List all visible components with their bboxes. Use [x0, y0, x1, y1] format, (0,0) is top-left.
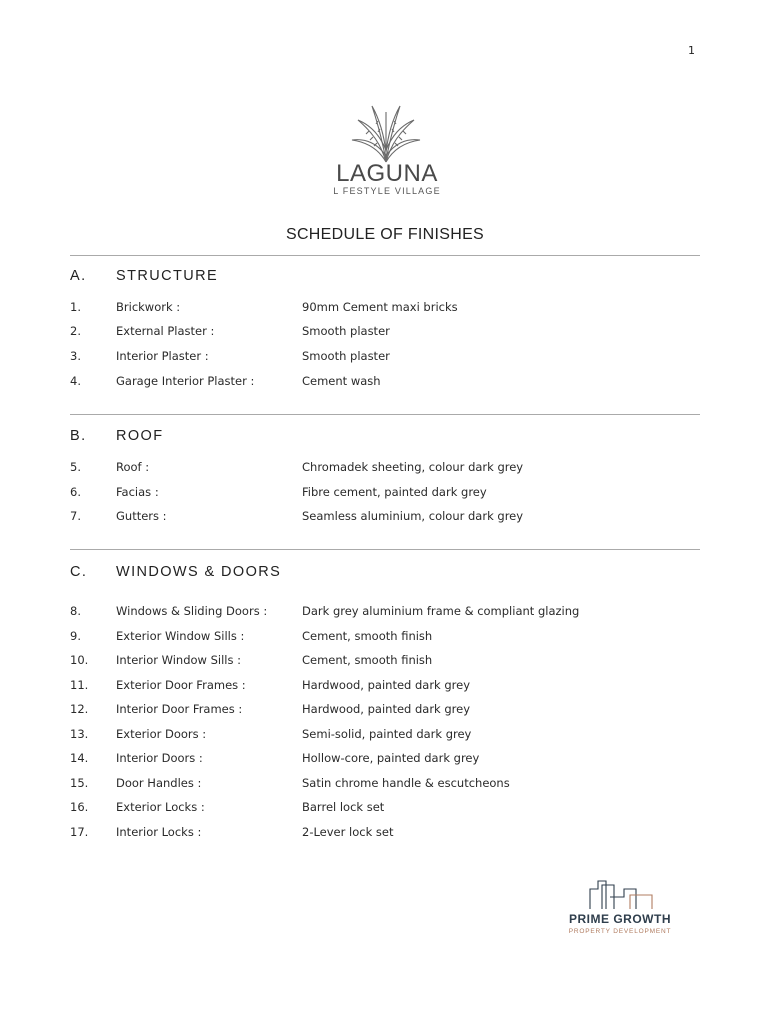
item-label: External Plaster :: [116, 324, 215, 338]
page-number: 1: [688, 44, 695, 57]
item-finish: Hollow-core, painted dark grey: [302, 751, 480, 765]
list-item: [70, 485, 700, 503]
document-title: SCHEDULE OF FINISHES: [285, 226, 485, 243]
item-number: 11.: [70, 678, 89, 692]
item-number: 14.: [70, 751, 89, 765]
item-number: 1.: [70, 300, 81, 314]
item-finish: Dark grey aluminium frame & compliant glazing: [302, 604, 580, 618]
item-label: Interior Doors :: [116, 751, 203, 765]
item-label: Interior Plaster :: [116, 349, 209, 363]
list-item: [70, 324, 700, 342]
item-finish: Cement, smooth finish: [302, 653, 433, 667]
item-number: 6.: [70, 485, 81, 499]
item-finish: 2-Lever lock set: [302, 825, 394, 839]
list-item: [70, 800, 700, 818]
item-finish: Chromadek sheeting, colour dark grey: [302, 460, 524, 474]
list-item: [70, 509, 700, 527]
section-name: STRUCTURE: [116, 268, 219, 284]
item-number: 2.: [70, 324, 81, 338]
item-label: Garage Interior Plaster :: [116, 374, 255, 388]
list-item: [70, 604, 700, 622]
agave-plant-icon: [348, 102, 424, 164]
item-number: 16.: [70, 800, 89, 814]
prime-growth-building-icon: [580, 877, 660, 911]
list-item: [70, 629, 700, 647]
section-name: WINDOWS & DOORS: [116, 564, 282, 580]
item-number: 7.: [70, 509, 81, 523]
item-number: 8.: [70, 604, 81, 618]
item-number: 13.: [70, 727, 89, 741]
item-label: Exterior Doors :: [116, 727, 207, 741]
divider: [70, 255, 700, 256]
item-label: Facias :: [116, 485, 159, 499]
item-finish: Cement, smooth finish: [302, 629, 433, 643]
item-label: Gutters :: [116, 509, 167, 523]
item-finish: Smooth plaster: [302, 324, 390, 338]
list-item: [70, 349, 700, 367]
item-number: 4.: [70, 374, 81, 388]
list-item: [70, 825, 700, 843]
item-number: 17.: [70, 825, 89, 839]
item-label: Windows & Sliding Doors :: [116, 604, 268, 618]
item-number: 3.: [70, 349, 81, 363]
item-label: Exterior Window Sills :: [116, 629, 245, 643]
item-finish: Barrel lock set: [302, 800, 385, 814]
footer-brand-name: PRIME GROWTH: [569, 912, 671, 926]
item-finish: Semi-solid, painted dark grey: [302, 727, 472, 741]
item-finish: Hardwood, painted dark grey: [302, 702, 471, 716]
item-number: 15.: [70, 776, 89, 790]
item-label: Brickwork :: [116, 300, 181, 314]
item-label: Exterior Locks :: [116, 800, 205, 814]
item-number: 10.: [70, 653, 89, 667]
list-item: [70, 678, 700, 696]
item-finish: Smooth plaster: [302, 349, 390, 363]
footer-brand-tagline: PROPERTY DEVELOPMENT: [568, 928, 672, 935]
item-number: 12.: [70, 702, 89, 716]
item-finish: Satin chrome handle & escutcheons: [302, 776, 510, 790]
item-finish: Cement wash: [302, 374, 381, 388]
list-item: [70, 460, 700, 478]
item-label: Exterior Door Frames :: [116, 678, 246, 692]
item-label: Interior Door Frames :: [116, 702, 243, 716]
section-letter: B.: [70, 428, 87, 444]
section-letter: C.: [70, 564, 88, 580]
brand-name: LAGUNA: [336, 160, 438, 187]
list-item: [70, 374, 700, 392]
list-item: [70, 653, 700, 671]
item-finish: 90mm Cement maxi bricks: [302, 300, 458, 314]
list-item: [70, 776, 700, 794]
section-name: ROOF: [116, 428, 164, 444]
item-number: 5.: [70, 460, 81, 474]
item-label: Interior Window Sills :: [116, 653, 242, 667]
item-label: Door Handles :: [116, 776, 202, 790]
item-label: Roof :: [116, 460, 150, 474]
section-letter: A.: [70, 268, 87, 284]
item-finish: Fibre cement, painted dark grey: [302, 485, 487, 499]
item-finish: Seamless aluminium, colour dark grey: [302, 509, 524, 523]
item-label: Interior Locks :: [116, 825, 202, 839]
list-item: [70, 727, 700, 745]
item-finish: Hardwood, painted dark grey: [302, 678, 471, 692]
divider: [70, 549, 700, 550]
brand-tagline: L FESTYLE VILLAGE: [333, 186, 441, 196]
list-item: [70, 300, 700, 318]
item-number: 9.: [70, 629, 81, 643]
list-item: [70, 702, 700, 720]
divider: [70, 414, 700, 415]
list-item: [70, 751, 700, 769]
